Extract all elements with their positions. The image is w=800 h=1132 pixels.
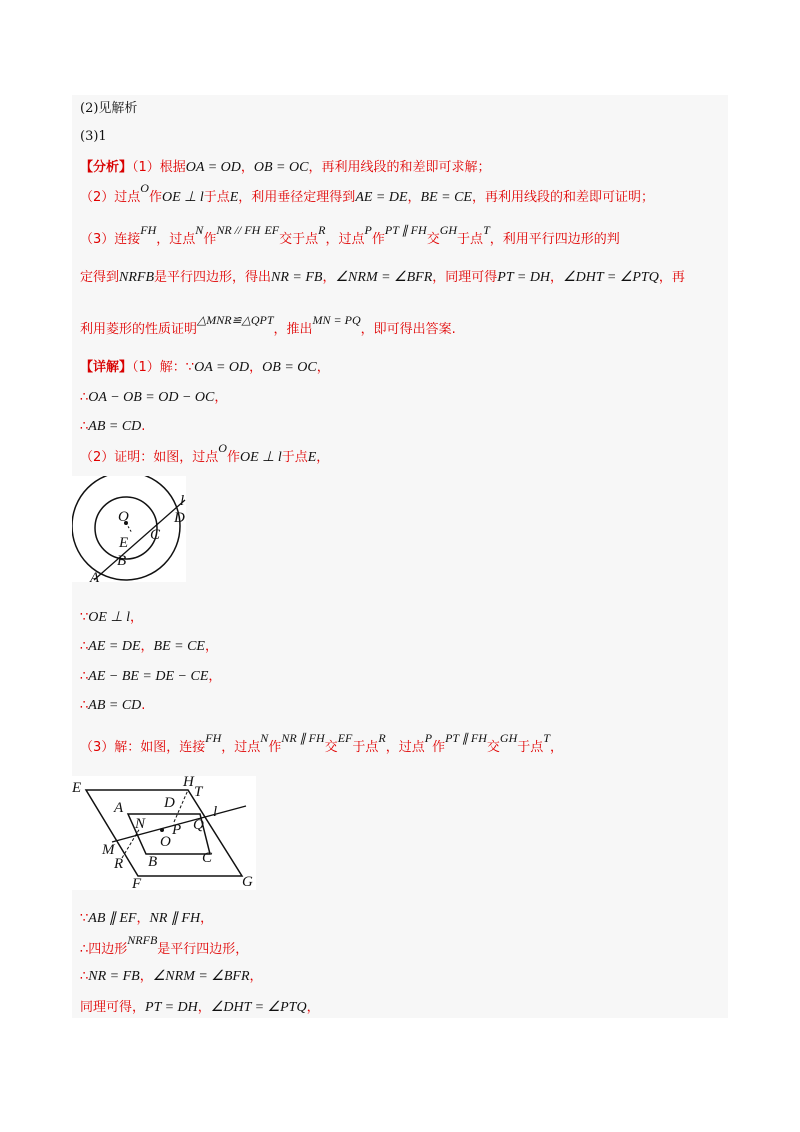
- label-l: l: [180, 493, 185, 509]
- label-c: C: [202, 850, 213, 866]
- proof-line-3: ∴AE − BE = DE − CE，: [80, 669, 222, 684]
- label-q: Q: [193, 817, 204, 833]
- label-f: F: [132, 876, 142, 890]
- label-b: B: [117, 553, 127, 569]
- analysis-line-4: 定得到NRFB是平行四边形，得出NR = FB，∠NRM = ∠BFR，同理可得PT = DH，∠DHT = ∠PTQ，再: [80, 270, 685, 285]
- label-t: T: [194, 784, 203, 800]
- label-n: N: [135, 816, 146, 832]
- analysis-line-1: 【分析】（1）根据OA = OD，OB = OC，再利用线段的和差即可求解；: [80, 160, 491, 175]
- analysis-line-5: 利用菱形的性质证明△MNR≌△QPT，推出MN = PQ，即可得出答案.: [80, 313, 456, 337]
- analysis-line-2: （2）过点O作OE ⊥ l于点E，利用垂径定理得到AE = DE，BE = CE，再利用线段的和差即可证明；: [80, 181, 655, 205]
- proof3-line-1: ∵AB ∥ EF，NR ∥ FH，: [80, 911, 214, 926]
- label-r: R: [114, 856, 124, 872]
- label-d: D: [174, 510, 185, 526]
- detail-line-1: 【详解】（1）解：∵OA = OD，OB = OC，: [80, 360, 330, 375]
- label-o: O: [118, 509, 129, 525]
- label-g: G: [242, 874, 253, 890]
- label-b: B: [148, 854, 158, 870]
- label-d: D: [164, 795, 175, 811]
- answer-part2: (2)见解析: [80, 101, 138, 116]
- detail-tag: 【详解】: [80, 360, 133, 375]
- label-m: M: [102, 842, 115, 858]
- proof-line-4: ∴AB = CD.: [80, 698, 146, 713]
- proof-line-5: （3）解：如图，连接FH，过点N作NR ∥ FH交EF于点R，过点P作PT ∥ FH交GH于点T，: [80, 731, 563, 755]
- circle-figure: [72, 476, 186, 582]
- segment-pt: [174, 790, 188, 822]
- proof3-line-3: ∴NR = FB，∠NRM = ∠BFR，: [80, 969, 263, 984]
- proof-line-1: ∵OE ⊥ l，: [80, 610, 144, 625]
- analysis-line-3: （3）连接FH，过点N作NR // FH EF交于点R，过点P作PT ∥ FH交GH于点T，利用平行四边形的判: [80, 223, 620, 247]
- label-o: O: [160, 834, 171, 850]
- label-e: E: [72, 780, 82, 796]
- analysis-tag: 【分析】: [80, 160, 133, 175]
- proof-line-2: ∴AE = DE，BE = CE，: [80, 639, 218, 654]
- proof3-line-2: ∴四边形NRFB是平行四边形，: [80, 933, 249, 957]
- answer-part3: (3)1: [80, 129, 107, 144]
- segment-nr: [122, 828, 140, 858]
- proof3-line-4: 同理可得，PT = DH，∠DHT = ∠PTQ，: [80, 1000, 320, 1015]
- detail-line-2: ∴OA − OB = OD − OC，: [80, 390, 228, 405]
- label-a: A: [90, 570, 100, 582]
- label-c: C: [150, 527, 161, 543]
- rhombus-figure: [72, 776, 256, 890]
- label-h: H: [183, 776, 194, 790]
- label-e: E: [119, 535, 129, 551]
- label-a: A: [114, 800, 124, 816]
- label-l: l: [213, 804, 218, 820]
- label-p: P: [172, 822, 182, 838]
- detail-line-3: ∴AB = CD.: [80, 419, 146, 434]
- line-l: [94, 500, 185, 580]
- detail-line-4: （2）证明：如图，过点O作OE ⊥ l于点E，: [80, 441, 330, 465]
- center-point-o: [160, 828, 164, 832]
